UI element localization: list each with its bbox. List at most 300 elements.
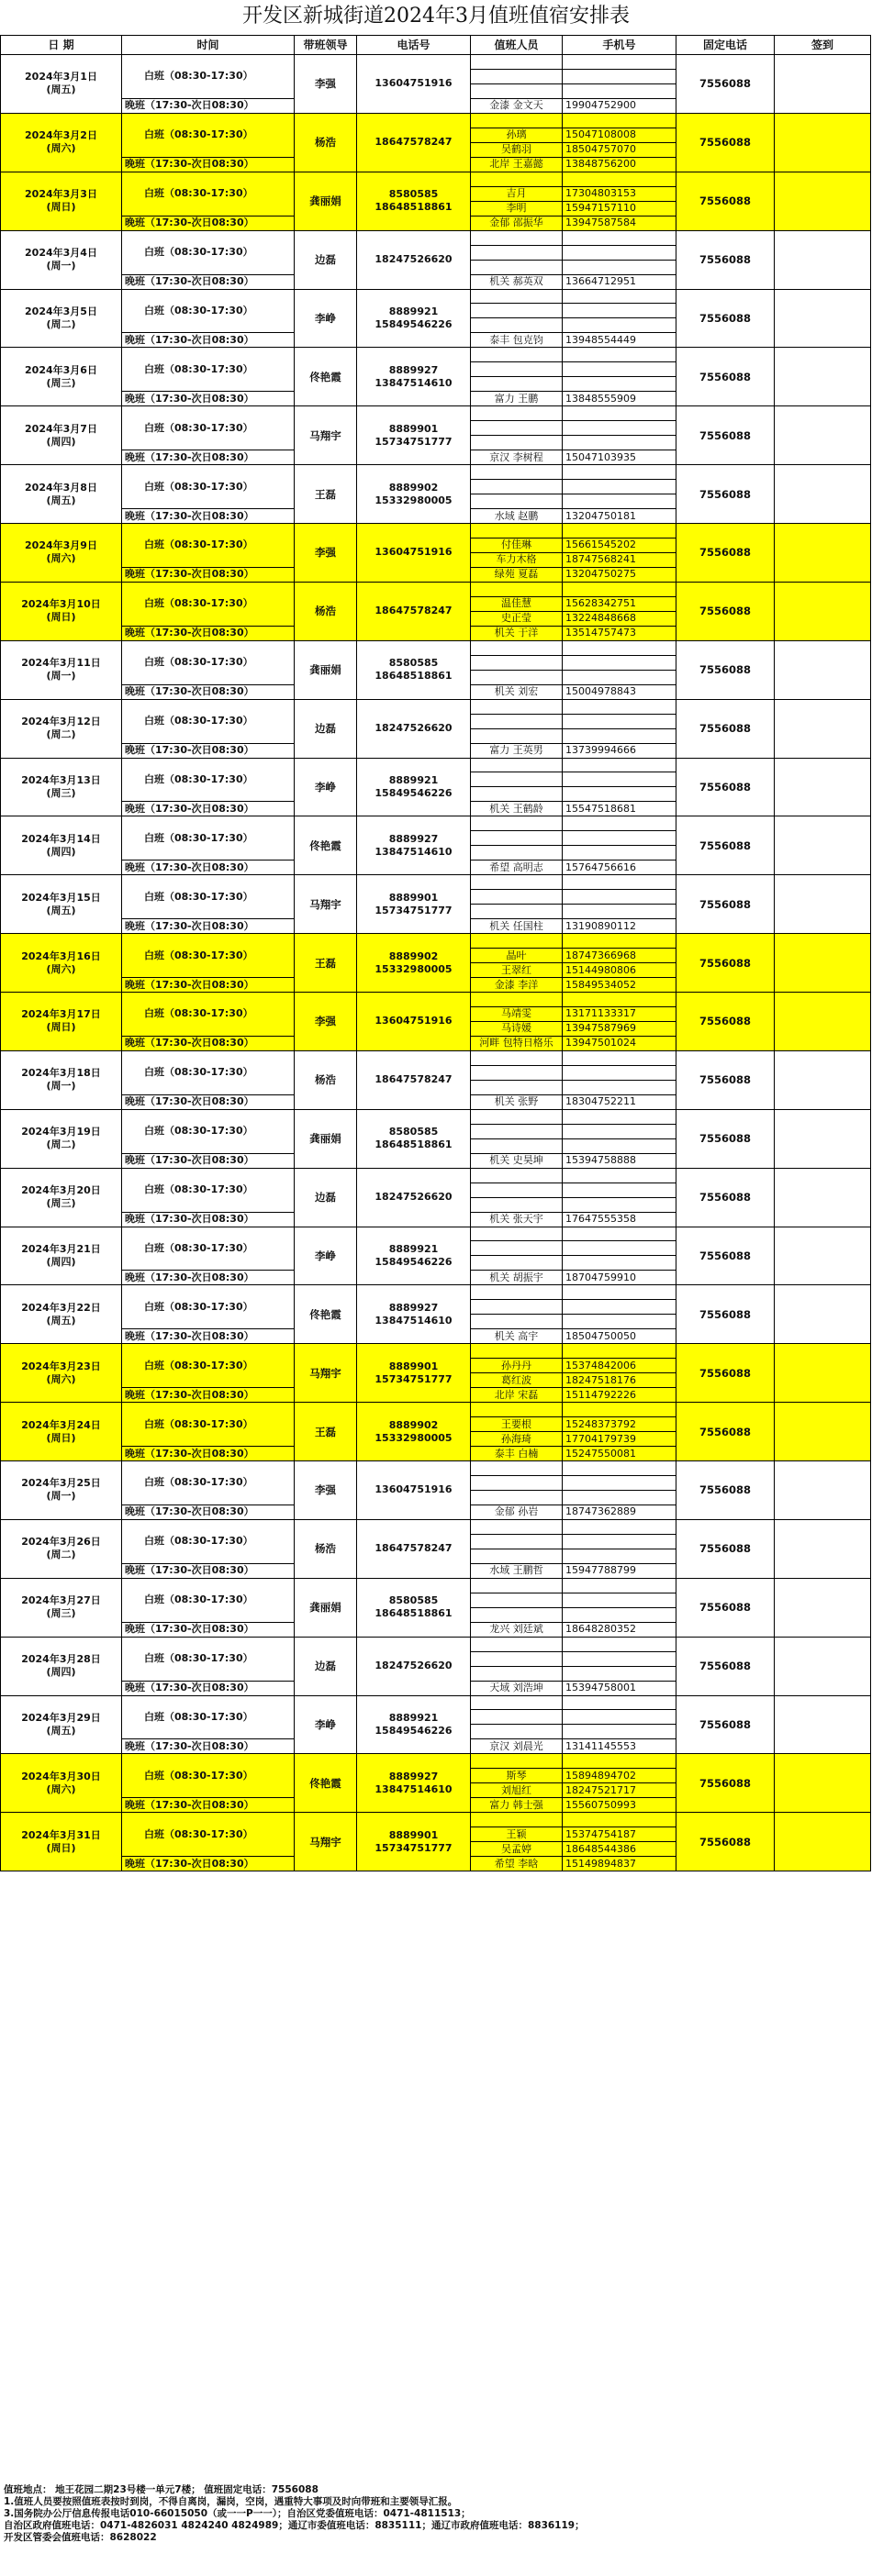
duty-person-cell: 机关 任国柱 bbox=[471, 919, 563, 934]
weekday-text: (周日) bbox=[46, 611, 76, 624]
sign-in-cell[interactable] bbox=[775, 1637, 871, 1695]
duty-mobile-cell: 19904752900 bbox=[563, 98, 676, 113]
date-text: 2024年3月16日 bbox=[21, 949, 101, 962]
duty-person-cell bbox=[471, 1813, 563, 1827]
leader-phone-cell bbox=[357, 524, 471, 583]
duty-person-cell: 刘旭红 bbox=[471, 1783, 563, 1798]
sign-in-cell[interactable] bbox=[775, 465, 871, 524]
date-text: 2024年3月30日 bbox=[21, 1770, 101, 1782]
sign-in-cell[interactable] bbox=[775, 348, 871, 406]
weekday-text: (周一) bbox=[46, 260, 76, 272]
sign-in-cell[interactable] bbox=[775, 1050, 871, 1109]
leader-phone-cell bbox=[357, 875, 471, 934]
duty-mobile-cell bbox=[563, 1666, 676, 1681]
date-text: 2024年3月13日 bbox=[21, 773, 101, 786]
note-line: 值班地点： 地王花园二期23号楼一单元7楼； 值班固定电话：7556088 bbox=[4, 2484, 319, 2495]
leader-phone: 15849546226 bbox=[375, 1724, 453, 1737]
duty-person-cell: 斯琴 bbox=[471, 1769, 563, 1783]
leader-phone-cell bbox=[357, 1285, 471, 1344]
duty-person-cell: 京汉 刘晨光 bbox=[471, 1739, 563, 1754]
night-shift-cell: 晚班（17:30-次日08:30） bbox=[122, 802, 295, 816]
schedule-row bbox=[1, 230, 871, 245]
leader-phone: 8889921 bbox=[388, 1711, 439, 1724]
duty-person-cell bbox=[471, 1227, 563, 1241]
duty-person-cell bbox=[471, 304, 563, 318]
fixed-phone-cell: 7556088 bbox=[676, 230, 775, 289]
leader-phone-cell bbox=[357, 1050, 471, 1109]
date-text: 2024年3月3日 bbox=[25, 188, 97, 201]
day-shift-cell: 白班（08:30-17:30） bbox=[122, 1695, 295, 1739]
duty-person-cell bbox=[471, 1725, 563, 1739]
date-cell bbox=[1, 758, 122, 816]
leader-cell: 李峥 bbox=[295, 758, 357, 816]
date-text: 2024年3月15日 bbox=[21, 891, 101, 904]
sign-in-cell[interactable] bbox=[775, 1403, 871, 1461]
duty-mobile-cell: 18648544386 bbox=[563, 1842, 676, 1857]
date-text: 2024年3月9日 bbox=[25, 539, 97, 552]
leader-phone: 18247526620 bbox=[375, 1191, 453, 1204]
sign-in-cell[interactable] bbox=[775, 1285, 871, 1344]
leader-cell: 边磊 bbox=[295, 230, 357, 289]
duty-person-cell: 葛红波 bbox=[471, 1373, 563, 1388]
date-text: 2024年3月22日 bbox=[21, 1301, 101, 1314]
header-phone: 电话号 bbox=[357, 36, 471, 55]
schedule-row bbox=[1, 1227, 871, 1241]
day-shift-cell: 白班（08:30-17:30） bbox=[122, 934, 295, 978]
date-text: 2024年3月1日 bbox=[25, 71, 97, 83]
duty-mobile-cell bbox=[563, 699, 676, 714]
leader-phone: 18247526620 bbox=[375, 253, 453, 266]
leader-phone: 15734751777 bbox=[375, 1372, 453, 1385]
schedule-row bbox=[1, 1285, 871, 1300]
duty-person-cell bbox=[471, 758, 563, 772]
duty-person-cell bbox=[471, 1124, 563, 1138]
duty-mobile-cell: 13947587584 bbox=[563, 216, 676, 230]
duty-mobile-cell: 13204750181 bbox=[563, 509, 676, 524]
leader-phone: 8889927 bbox=[388, 363, 439, 376]
note-line: 开发区管委会值班电话：8628022 bbox=[4, 2532, 157, 2543]
fixed-phone-cell: 7556088 bbox=[676, 113, 775, 172]
day-shift-cell: 白班（08:30-17:30） bbox=[122, 348, 295, 392]
duty-person-cell: 王翠红 bbox=[471, 963, 563, 978]
day-shift-cell: 白班（08:30-17:30） bbox=[122, 1754, 295, 1798]
duty-person-cell bbox=[471, 1754, 563, 1769]
sign-in-cell[interactable] bbox=[775, 1695, 871, 1754]
leader-cell: 马翔宇 bbox=[295, 1344, 357, 1403]
night-shift-cell: 晚班（17:30-次日08:30） bbox=[122, 743, 295, 758]
duty-mobile-cell bbox=[563, 655, 676, 670]
sign-in-cell[interactable] bbox=[775, 816, 871, 875]
duty-mobile-cell bbox=[563, 1241, 676, 1256]
weekday-text: (周五) bbox=[46, 904, 76, 916]
date-cell bbox=[1, 465, 122, 524]
day-shift-cell: 白班（08:30-17:30） bbox=[122, 699, 295, 743]
note-line: 自治区政府值班电话：0471-4826031 4824240 4824989；通辽市委值班电话：8835111；通辽市政府值班电话：8836119； bbox=[4, 2520, 585, 2531]
leader-phone-cell bbox=[357, 230, 471, 289]
duty-mobile-cell bbox=[563, 421, 676, 436]
duty-mobile-cell bbox=[563, 406, 676, 421]
duty-person-cell bbox=[471, 318, 563, 333]
leader-cell: 王磊 bbox=[295, 465, 357, 524]
leader-cell: 佟艳霞 bbox=[295, 1754, 357, 1813]
sign-in-cell[interactable] bbox=[775, 55, 871, 114]
duty-mobile-cell bbox=[563, 1315, 676, 1329]
fixed-phone-cell: 7556088 bbox=[676, 1519, 775, 1578]
leader-cell: 杨浩 bbox=[295, 1519, 357, 1578]
night-shift-cell: 晚班（17:30-次日08:30） bbox=[122, 1036, 295, 1050]
date-cell bbox=[1, 1578, 122, 1637]
duty-person-cell: 马靖雯 bbox=[471, 1006, 563, 1021]
leader-phone: 18648518861 bbox=[375, 201, 453, 214]
duty-mobile-cell bbox=[563, 245, 676, 260]
date-cell bbox=[1, 289, 122, 348]
leader-phone: 15849546226 bbox=[375, 317, 453, 330]
header-row bbox=[1, 36, 871, 55]
leader-cell: 佟艳霞 bbox=[295, 348, 357, 406]
duty-person-cell bbox=[471, 934, 563, 949]
duty-mobile-cell bbox=[563, 1050, 676, 1065]
night-shift-cell: 晚班（17:30-次日08:30） bbox=[122, 1857, 295, 1871]
duty-person-cell bbox=[471, 172, 563, 186]
date-cell bbox=[1, 55, 122, 114]
leader-phone: 13847514610 bbox=[375, 845, 453, 858]
leader-phone-cell bbox=[357, 465, 471, 524]
sign-in-cell[interactable] bbox=[775, 1813, 871, 1871]
leader-phone: 8889927 bbox=[388, 1301, 439, 1314]
leader-phone-cell bbox=[357, 993, 471, 1051]
sign-in-cell[interactable] bbox=[775, 1754, 871, 1813]
leader-phone: 15734751777 bbox=[375, 435, 453, 448]
date-cell bbox=[1, 172, 122, 230]
day-shift-cell: 白班（08:30-17:30） bbox=[122, 875, 295, 919]
fixed-phone-cell: 7556088 bbox=[676, 1754, 775, 1813]
weekday-text: (周三) bbox=[46, 1607, 76, 1620]
duty-person-cell bbox=[471, 728, 563, 743]
duty-mobile-cell bbox=[563, 83, 676, 98]
duty-mobile-cell bbox=[563, 1344, 676, 1359]
sign-in-cell[interactable] bbox=[775, 934, 871, 993]
leader-cell: 李峥 bbox=[295, 1227, 357, 1285]
date-cell bbox=[1, 113, 122, 172]
date-text: 2024年3月8日 bbox=[25, 481, 97, 494]
duty-person-cell bbox=[471, 465, 563, 480]
duty-person-cell bbox=[471, 875, 563, 890]
duty-mobile-cell: 15047108008 bbox=[563, 128, 676, 142]
duty-mobile-cell bbox=[563, 1227, 676, 1241]
date-cell bbox=[1, 993, 122, 1051]
leader-phone-cell bbox=[357, 1519, 471, 1578]
duty-person-cell bbox=[471, 436, 563, 450]
sign-in-cell[interactable] bbox=[775, 993, 871, 1051]
duty-mobile-cell: 15628342751 bbox=[563, 596, 676, 611]
leader-cell: 龚丽娟 bbox=[295, 1109, 357, 1168]
night-shift-cell: 晚班（17:30-次日08:30） bbox=[122, 1798, 295, 1813]
sign-in-cell[interactable] bbox=[775, 758, 871, 816]
duty-person-cell bbox=[471, 1666, 563, 1681]
duty-mobile-cell: 13947587969 bbox=[563, 1021, 676, 1036]
schedule-row bbox=[1, 1519, 871, 1534]
duty-person-cell: 泰丰 包克钧 bbox=[471, 333, 563, 348]
duty-mobile-cell bbox=[563, 318, 676, 333]
schedule-row bbox=[1, 934, 871, 949]
duty-mobile-cell: 18648280352 bbox=[563, 1622, 676, 1637]
duty-person-cell bbox=[471, 230, 563, 245]
duty-mobile-cell bbox=[563, 69, 676, 83]
night-shift-cell: 晚班（17:30-次日08:30） bbox=[122, 1212, 295, 1227]
night-shift-cell: 晚班（17:30-次日08:30） bbox=[122, 1447, 295, 1461]
leader-phone-cell bbox=[357, 348, 471, 406]
fixed-phone-cell: 7556088 bbox=[676, 1227, 775, 1285]
duty-person-cell: 金漆 金文天 bbox=[471, 98, 563, 113]
date-cell bbox=[1, 875, 122, 934]
duty-person-cell: 吴孟婷 bbox=[471, 1842, 563, 1857]
duty-person-cell bbox=[471, 1315, 563, 1329]
sign-in-cell[interactable] bbox=[775, 1578, 871, 1637]
weekday-text: (周六) bbox=[46, 142, 76, 155]
schedule-row bbox=[1, 1813, 871, 1827]
sign-in-cell[interactable] bbox=[775, 875, 871, 934]
day-shift-cell: 白班（08:30-17:30） bbox=[122, 289, 295, 333]
duty-person-cell bbox=[471, 1549, 563, 1563]
duty-mobile-cell: 15247550081 bbox=[563, 1447, 676, 1461]
day-shift-cell: 白班（08:30-17:30） bbox=[122, 1637, 295, 1681]
duty-person-cell bbox=[471, 406, 563, 421]
weekday-text: (周五) bbox=[46, 1724, 76, 1737]
duty-mobile-cell: 13141145553 bbox=[563, 1739, 676, 1754]
leader-phone-cell bbox=[357, 582, 471, 640]
sign-in-cell[interactable] bbox=[775, 640, 871, 699]
duty-mobile-cell bbox=[563, 436, 676, 450]
weekday-text: (周日) bbox=[46, 1431, 76, 1444]
duty-person-cell bbox=[471, 1065, 563, 1080]
fixed-phone-cell: 7556088 bbox=[676, 55, 775, 114]
duty-mobile-cell bbox=[563, 524, 676, 539]
fixed-phone-cell: 7556088 bbox=[676, 758, 775, 816]
duty-mobile-cell bbox=[563, 1651, 676, 1666]
duty-mobile-cell: 13224848668 bbox=[563, 611, 676, 626]
fixed-phone-cell: 7556088 bbox=[676, 1637, 775, 1695]
fixed-phone-cell: 7556088 bbox=[676, 875, 775, 934]
date-text: 2024年3月25日 bbox=[21, 1477, 101, 1490]
duty-mobile-cell bbox=[563, 1490, 676, 1505]
duty-person-cell: 希望 李晗 bbox=[471, 1857, 563, 1871]
leader-phone: 8889927 bbox=[388, 832, 439, 845]
sign-in-cell[interactable] bbox=[775, 113, 871, 172]
schedule-row bbox=[1, 582, 871, 596]
duty-person-cell: 吴鹤羽 bbox=[471, 142, 563, 157]
sign-in-cell[interactable] bbox=[775, 1168, 871, 1227]
leader-cell: 边磊 bbox=[295, 1168, 357, 1227]
schedule-row bbox=[1, 406, 871, 421]
leader-phone-cell bbox=[357, 934, 471, 993]
duty-person-cell bbox=[471, 846, 563, 861]
fixed-phone-cell: 7556088 bbox=[676, 934, 775, 993]
leader-phone: 8580585 bbox=[388, 1594, 439, 1607]
duty-mobile-cell bbox=[563, 993, 676, 1007]
duty-person-cell bbox=[471, 1344, 563, 1359]
leader-phone-cell bbox=[357, 1109, 471, 1168]
sign-in-cell[interactable] bbox=[775, 172, 871, 230]
duty-mobile-cell: 18504750050 bbox=[563, 1329, 676, 1344]
night-shift-cell: 晚班（17:30-次日08:30） bbox=[122, 1153, 295, 1168]
leader-phone: 8889902 bbox=[388, 481, 439, 494]
leader-cell: 龚丽娟 bbox=[295, 1578, 357, 1637]
schedule-row bbox=[1, 1637, 871, 1651]
duty-mobile-cell bbox=[563, 1461, 676, 1476]
weekday-text: (周三) bbox=[46, 1197, 76, 1210]
date-cell bbox=[1, 406, 122, 465]
day-shift-cell: 白班（08:30-17:30） bbox=[122, 465, 295, 509]
leader-phone-cell bbox=[357, 1637, 471, 1695]
duty-schedule-table bbox=[0, 35, 871, 1871]
sign-in-cell[interactable] bbox=[775, 230, 871, 289]
duty-mobile-cell bbox=[563, 172, 676, 186]
duty-person-cell bbox=[471, 1256, 563, 1271]
sign-in-cell[interactable] bbox=[775, 1109, 871, 1168]
night-shift-cell: 晚班（17:30-次日08:30） bbox=[122, 216, 295, 230]
duty-mobile-cell bbox=[563, 728, 676, 743]
sign-in-cell[interactable] bbox=[775, 1461, 871, 1520]
leader-phone: 8889927 bbox=[388, 1770, 439, 1782]
date-text: 2024年3月31日 bbox=[21, 1828, 101, 1841]
night-shift-cell: 晚班（17:30-次日08:30） bbox=[122, 626, 295, 640]
duty-mobile-cell bbox=[563, 1168, 676, 1183]
date-text: 2024年3月2日 bbox=[25, 129, 97, 142]
duty-mobile-cell bbox=[563, 1285, 676, 1300]
schedule-row bbox=[1, 1403, 871, 1417]
leader-phone: 8889921 bbox=[388, 305, 439, 317]
night-shift-cell: 晚班（17:30-次日08:30） bbox=[122, 392, 295, 406]
night-shift-cell: 晚班（17:30-次日08:30） bbox=[122, 919, 295, 934]
night-shift-cell: 晚班（17:30-次日08:30） bbox=[122, 1563, 295, 1578]
leader-cell: 李峥 bbox=[295, 289, 357, 348]
duty-mobile-cell bbox=[563, 1124, 676, 1138]
leader-phone: 8580585 bbox=[388, 1126, 439, 1138]
duty-person-cell bbox=[471, 1183, 563, 1197]
duty-person-cell: 绿苑 夏磊 bbox=[471, 567, 563, 582]
sign-in-cell[interactable] bbox=[775, 406, 871, 465]
duty-mobile-cell bbox=[563, 1256, 676, 1271]
leader-phone-cell bbox=[357, 816, 471, 875]
duty-person-cell bbox=[471, 1197, 563, 1212]
duty-person-cell: 晶叶 bbox=[471, 949, 563, 963]
sign-in-cell[interactable] bbox=[775, 699, 871, 758]
day-shift-cell: 白班（08:30-17:30） bbox=[122, 1344, 295, 1388]
night-shift-cell: 晚班（17:30-次日08:30） bbox=[122, 1505, 295, 1519]
duty-mobile-cell: 13171133317 bbox=[563, 1006, 676, 1021]
leader-phone-cell bbox=[357, 640, 471, 699]
date-text: 2024年3月24日 bbox=[21, 1418, 101, 1431]
night-shift-cell: 晚班（17:30-次日08:30） bbox=[122, 450, 295, 465]
duty-mobile-cell bbox=[563, 1403, 676, 1417]
sign-in-cell[interactable] bbox=[775, 1344, 871, 1403]
day-shift-cell: 白班（08:30-17:30） bbox=[122, 758, 295, 802]
duty-mobile-cell: 18504757070 bbox=[563, 142, 676, 157]
duty-person-cell: 京汉 李树程 bbox=[471, 450, 563, 465]
duty-person-cell bbox=[471, 113, 563, 128]
duty-mobile-cell bbox=[563, 1607, 676, 1622]
weekday-text: (周四) bbox=[46, 435, 76, 448]
leader-phone-cell bbox=[357, 406, 471, 465]
day-shift-cell: 白班（08:30-17:30） bbox=[122, 113, 295, 157]
leader-phone: 15734751777 bbox=[375, 1841, 453, 1854]
day-shift-cell: 白班（08:30-17:30） bbox=[122, 230, 295, 274]
duty-mobile-cell: 13664712951 bbox=[563, 274, 676, 289]
duty-mobile-cell: 13739994666 bbox=[563, 743, 676, 758]
duty-mobile-cell bbox=[563, 289, 676, 304]
fixed-phone-cell: 7556088 bbox=[676, 1461, 775, 1520]
sign-in-cell[interactable] bbox=[775, 524, 871, 583]
sign-in-cell[interactable] bbox=[775, 1227, 871, 1285]
fixed-phone-cell: 7556088 bbox=[676, 524, 775, 583]
date-text: 2024年3月21日 bbox=[21, 1242, 101, 1255]
date-cell bbox=[1, 1403, 122, 1461]
duty-person-cell bbox=[471, 640, 563, 655]
leader-phone: 15849546226 bbox=[375, 786, 453, 799]
leader-phone: 8889921 bbox=[388, 1242, 439, 1255]
fixed-phone-cell: 7556088 bbox=[676, 816, 775, 875]
duty-person-cell bbox=[471, 1593, 563, 1607]
duty-person-cell: 北岸 王嘉懿 bbox=[471, 157, 563, 172]
date-text: 2024年3月7日 bbox=[25, 422, 97, 435]
schedule-row bbox=[1, 289, 871, 304]
date-text: 2024年3月19日 bbox=[21, 1126, 101, 1138]
day-shift-cell: 白班（08:30-17:30） bbox=[122, 582, 295, 626]
duty-mobile-cell bbox=[563, 348, 676, 362]
sign-in-cell[interactable] bbox=[775, 1519, 871, 1578]
duty-person-cell bbox=[471, 377, 563, 392]
schedule-row bbox=[1, 348, 871, 362]
night-shift-cell: 晚班（17:30-次日08:30） bbox=[122, 1271, 295, 1285]
duty-mobile-cell: 13848555909 bbox=[563, 392, 676, 406]
header-time: 时间 bbox=[122, 36, 295, 55]
date-cell bbox=[1, 1754, 122, 1813]
fixed-phone-cell: 7556088 bbox=[676, 1695, 775, 1754]
duty-person-cell: 机关 胡振宇 bbox=[471, 1271, 563, 1285]
duty-mobile-cell bbox=[563, 1300, 676, 1315]
duty-mobile-cell: 15394758001 bbox=[563, 1681, 676, 1695]
date-cell bbox=[1, 1519, 122, 1578]
duty-person-cell bbox=[471, 1637, 563, 1651]
weekday-text: (周四) bbox=[46, 1255, 76, 1268]
leader-cell: 龚丽娟 bbox=[295, 172, 357, 230]
date-cell bbox=[1, 1227, 122, 1285]
sign-in-cell[interactable] bbox=[775, 582, 871, 640]
schedule-row bbox=[1, 172, 871, 186]
duty-mobile-cell bbox=[563, 1138, 676, 1153]
duty-mobile-cell bbox=[563, 1813, 676, 1827]
leader-phone: 13847514610 bbox=[375, 1314, 453, 1327]
leader-phone-cell bbox=[357, 1578, 471, 1637]
fixed-phone-cell: 7556088 bbox=[676, 1344, 775, 1403]
sign-in-cell[interactable] bbox=[775, 289, 871, 348]
date-text: 2024年3月5日 bbox=[25, 305, 97, 317]
leader-phone-cell bbox=[357, 1754, 471, 1813]
fixed-phone-cell: 7556088 bbox=[676, 699, 775, 758]
date-text: 2024年3月14日 bbox=[21, 832, 101, 845]
notes-section bbox=[4, 2484, 866, 2544]
schedule-row bbox=[1, 1050, 871, 1065]
duty-person-cell: 机关 刘宏 bbox=[471, 684, 563, 699]
fixed-phone-cell: 7556088 bbox=[676, 582, 775, 640]
duty-person-cell: 金郁 邵振华 bbox=[471, 216, 563, 230]
night-shift-cell: 晚班（17:30-次日08:30） bbox=[122, 509, 295, 524]
duty-mobile-cell bbox=[563, 670, 676, 684]
leader-cell: 马翔宇 bbox=[295, 406, 357, 465]
duty-mobile-cell: 18247518176 bbox=[563, 1373, 676, 1388]
duty-person-cell bbox=[471, 1490, 563, 1505]
weekday-text: (周五) bbox=[46, 83, 76, 96]
